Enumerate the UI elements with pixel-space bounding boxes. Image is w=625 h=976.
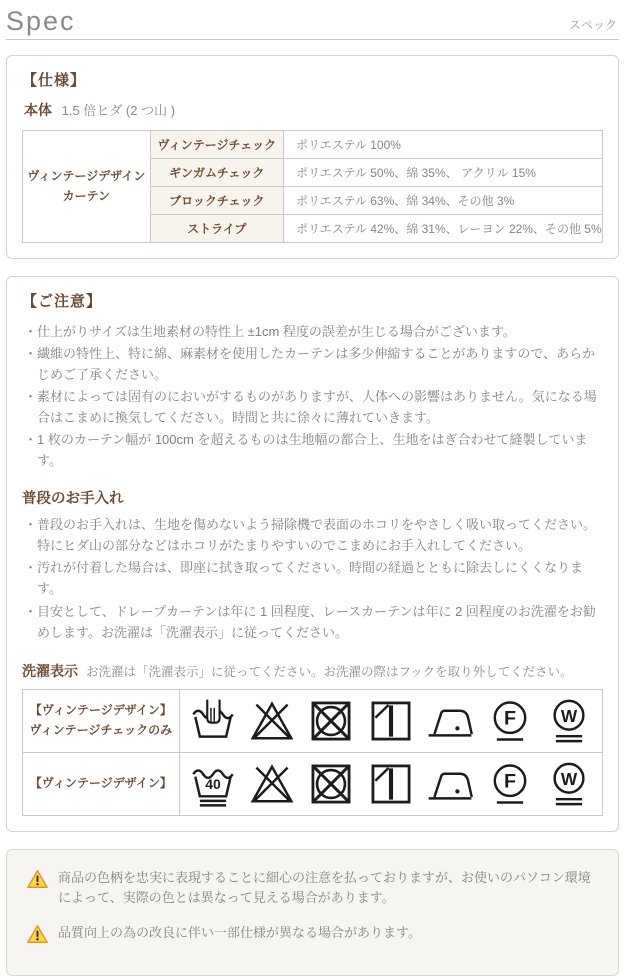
warnings-card [6, 849, 619, 976]
wash-symbol-table [22, 689, 603, 816]
spec-section-title: 【仕様】 [22, 72, 87, 89]
warning-text: 商品の色柄を忠実に表現することに細心の注意を払っておりますが、お使いのパソコン環境によって、実際の色とは異なって見える場合があります。 [58, 869, 591, 906]
material-cell: ポリエステル 63%、綿 34%、その他 3% [283, 187, 602, 215]
svg-text:F: F [503, 769, 516, 792]
svg-text:W: W [560, 705, 578, 726]
wash-symbols-cell [179, 689, 602, 752]
page-subtitle: スペック [568, 18, 617, 32]
wash-heading: 洗濯表示 [22, 662, 78, 679]
notice-item: ・ 繊維の特性上、特に綿、麻素材を使用したカーテンは多少伸縮することがありますので、あらかじめご了承ください。 [24, 343, 603, 385]
notice-list [24, 321, 603, 471]
line-dry-shade-icon [368, 698, 414, 744]
dry-clean-f-icon [487, 761, 533, 807]
wet-clean-w-icon [546, 761, 592, 807]
no-tumble-dry-icon [308, 761, 354, 807]
svg-text:W: W [560, 768, 578, 789]
wash-row-label: 【ヴィンテージデザイン】 [23, 752, 180, 815]
dry-clean-f-icon [487, 698, 533, 744]
notice-section-title: 【ご注意】 [22, 293, 103, 310]
wash-40-icon [190, 761, 236, 807]
warning-item [27, 923, 600, 949]
wet-clean-w-icon [546, 698, 592, 744]
material-cell: ポリエステル 42%、綿 31%、レーヨン 22%、その他 5% [283, 215, 602, 243]
line-dry-shade-icon [368, 761, 414, 807]
notice-item: ・ 仕上がりサイズは生地素材の特性上 ±1cm 程度の誤差が生じる場合がございます。 [24, 321, 603, 342]
spec-body-value: 1.5 倍ヒダ (2 つ山 ) [61, 103, 176, 118]
care-item: ・ 目安として、ドレープカーテンは年に 1 回程度、レースカーテンは年に 2 回程度のお洗濯をお勧めします。お洗濯は「洗濯表示」に従ってください。 [24, 601, 603, 643]
pattern-cell: ブロックチェック [150, 187, 283, 215]
section-header [6, 6, 619, 40]
svg-text:F: F [503, 706, 516, 729]
spec-body-label: 本体 [24, 102, 52, 118]
care-list [24, 514, 603, 642]
iron-low-icon [427, 761, 473, 807]
notice-item: ・ 1 枚のカーテン幅が 100cm を超えるものは生地幅の都合上、生地をはぎ合わせて縫製しています。 [24, 429, 603, 471]
care-item: ・ 汚れが付着した場合は、即座に拭き取ってください。時間の経過とともに除去しにくくなります。 [24, 557, 603, 599]
pattern-cell: ギンガムチェック [150, 159, 283, 187]
no-bleach-icon [249, 698, 295, 744]
pattern-cell: ヴィンテージチェック [150, 131, 283, 159]
spec-card [6, 55, 619, 259]
wash-heading-line [22, 661, 603, 681]
table-row [23, 689, 603, 752]
care-heading: 普段のお手入れ [22, 491, 124, 508]
material-cell: ポリエステル 50%、綿 35%、 アクリル 15% [283, 159, 602, 187]
warning-triangle-icon [27, 924, 48, 949]
wash-row-label: 【ヴィンテージデザイン】 ヴィンテージチェックのみ [23, 689, 180, 752]
table-row [23, 752, 603, 815]
material-table [22, 130, 603, 243]
hand-wash-icon [190, 698, 236, 744]
material-cell: ポリエステル 100% [283, 131, 602, 159]
warning-text: 品質向上の為の改良に伴い一部仕様が異なる場合があります。 [58, 925, 421, 941]
table-row [23, 131, 603, 159]
svg-text:40: 40 [204, 775, 221, 792]
notice-card [6, 276, 619, 832]
page-title: Spec [6, 6, 76, 36]
warning-item [27, 868, 600, 910]
warning-triangle-icon [27, 869, 48, 894]
wash-heading-note: お洗濯は「洗濯表示」に従ってください。お洗濯の際はフックを取り外してください。 [86, 664, 573, 679]
material-group-label: ヴィンテージデザイン カーテン [23, 131, 151, 243]
notice-item: ・ 素材によっては固有のにおいがするものがありますが、人体への影響はありません。気になる場合はこまめに換気してください。時間と共に徐々に薄れていきます。 [24, 386, 603, 428]
care-item: ・ 普段のお手入れは、生地を傷めないよう掃除機で表面のホコリをやさしく吸い取ってください。特にヒダ山の部分などはホコリがたまりやすいのでこまめにお手入れしてください。 [24, 514, 603, 556]
iron-low-icon [427, 698, 473, 744]
no-tumble-dry-icon [308, 698, 354, 744]
pattern-cell: ストライプ [150, 215, 283, 243]
spec-body-line [24, 100, 603, 120]
no-bleach-icon [249, 761, 295, 807]
wash-symbols-cell [179, 752, 602, 815]
